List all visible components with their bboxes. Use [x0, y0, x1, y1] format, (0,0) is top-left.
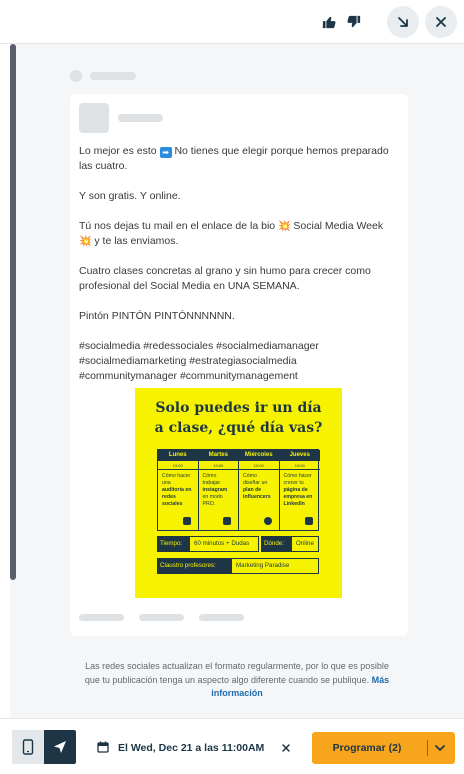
phone-icon	[22, 739, 34, 755]
placeholder-icon	[70, 70, 82, 82]
thumbs-up-icon[interactable]	[320, 13, 338, 31]
image-title: Solo puedes ir un día a clase, ¿qué día vas?	[154, 400, 323, 436]
minimize-button[interactable]	[387, 6, 419, 38]
avatar	[79, 103, 109, 133]
paper-plane-icon	[53, 740, 67, 754]
arrow-right-icon: ➡	[160, 147, 172, 158]
chart-icon	[183, 517, 191, 525]
bottom-bar	[0, 718, 464, 774]
instagram-icon	[223, 517, 231, 525]
chevron-down-icon[interactable]	[433, 741, 447, 755]
minimize-icon	[396, 15, 410, 29]
collision-icon: 💥	[278, 221, 291, 232]
schedule-column: Miércoles 19:00 Cómo diseñar un plan de influencers	[239, 450, 280, 530]
schedule-column: Jueves 19:00 Cómo hacer crecer tu página de empresa en LinkedIn	[280, 450, 321, 530]
schedule-column: Martes 19:00 Cómo trabajar instagram en modo PRO.	[199, 450, 240, 530]
collision-icon: 💥	[79, 236, 92, 247]
info-row-faculty: Claustro profesores: Marketing Paradise	[157, 558, 319, 574]
schedule-table	[157, 449, 319, 531]
like-placeholder	[79, 614, 124, 621]
scheduled-date[interactable]: El Wed, Dec 21 a las 11:00AM	[118, 742, 265, 754]
schedule-button[interactable]: Programar (2)	[312, 732, 455, 764]
left-edge	[0, 44, 10, 718]
post-paragraph: Cuatro clases concretas al grano y sin humo para crecer como profesional del Social Media en UNA SEMANA.	[79, 265, 371, 292]
preview-top-bar	[0, 0, 464, 44]
scrollbar[interactable]	[10, 44, 16, 580]
clear-date-icon[interactable]	[281, 743, 291, 753]
info-row-time: Tiempo: 60 minutos + Dudas Dónde: Online	[157, 536, 319, 552]
post-image	[135, 388, 342, 598]
button-divider	[427, 740, 428, 756]
face-icon	[264, 517, 272, 525]
post-paragraph: Lo mejor es esto ➡ No tienes que elegir porque hemos preparado las cuatro.	[79, 145, 389, 172]
post-text	[79, 144, 401, 384]
thumbs-down-icon[interactable]	[345, 13, 363, 31]
placeholder-label	[90, 72, 136, 80]
schedule-column: Lunes 19:00 Cómo hacer una auditoría en redes sociales	[158, 450, 199, 530]
close-icon	[434, 15, 448, 29]
format-disclaimer: Las redes sociales actualizan el formato regularmente, por lo que es posible que tu publicación tenga un aspecto algo diferente cuando se publique. Más información	[84, 661, 390, 698]
account-name-placeholder	[118, 114, 163, 122]
post-preview-card	[70, 94, 408, 636]
share-placeholder	[199, 614, 244, 621]
calendar-icon	[97, 741, 109, 753]
close-button[interactable]	[425, 6, 457, 38]
comment-placeholder	[139, 614, 184, 621]
post-paragraph: Pintón PINTÓN PINTÓNNNNNN.	[79, 310, 235, 322]
more-info-link[interactable]: Más información	[211, 674, 390, 698]
hashtags: #socialmedia #redessociales #socialmediamanager #socialmediamarketing #estrategiasocialmedia #communitymanager #communitymanagement	[79, 340, 319, 382]
mobile-preview-button[interactable]	[12, 730, 44, 764]
send-preview-button[interactable]	[44, 730, 76, 764]
linkedin-icon	[305, 517, 313, 525]
post-paragraph: Y son gratis. Y online.	[79, 190, 181, 202]
post-paragraph: Tú nos dejas tu mail en el enlace de la bio 💥 Social Media Week 💥 y te las enviamos.	[79, 220, 384, 247]
